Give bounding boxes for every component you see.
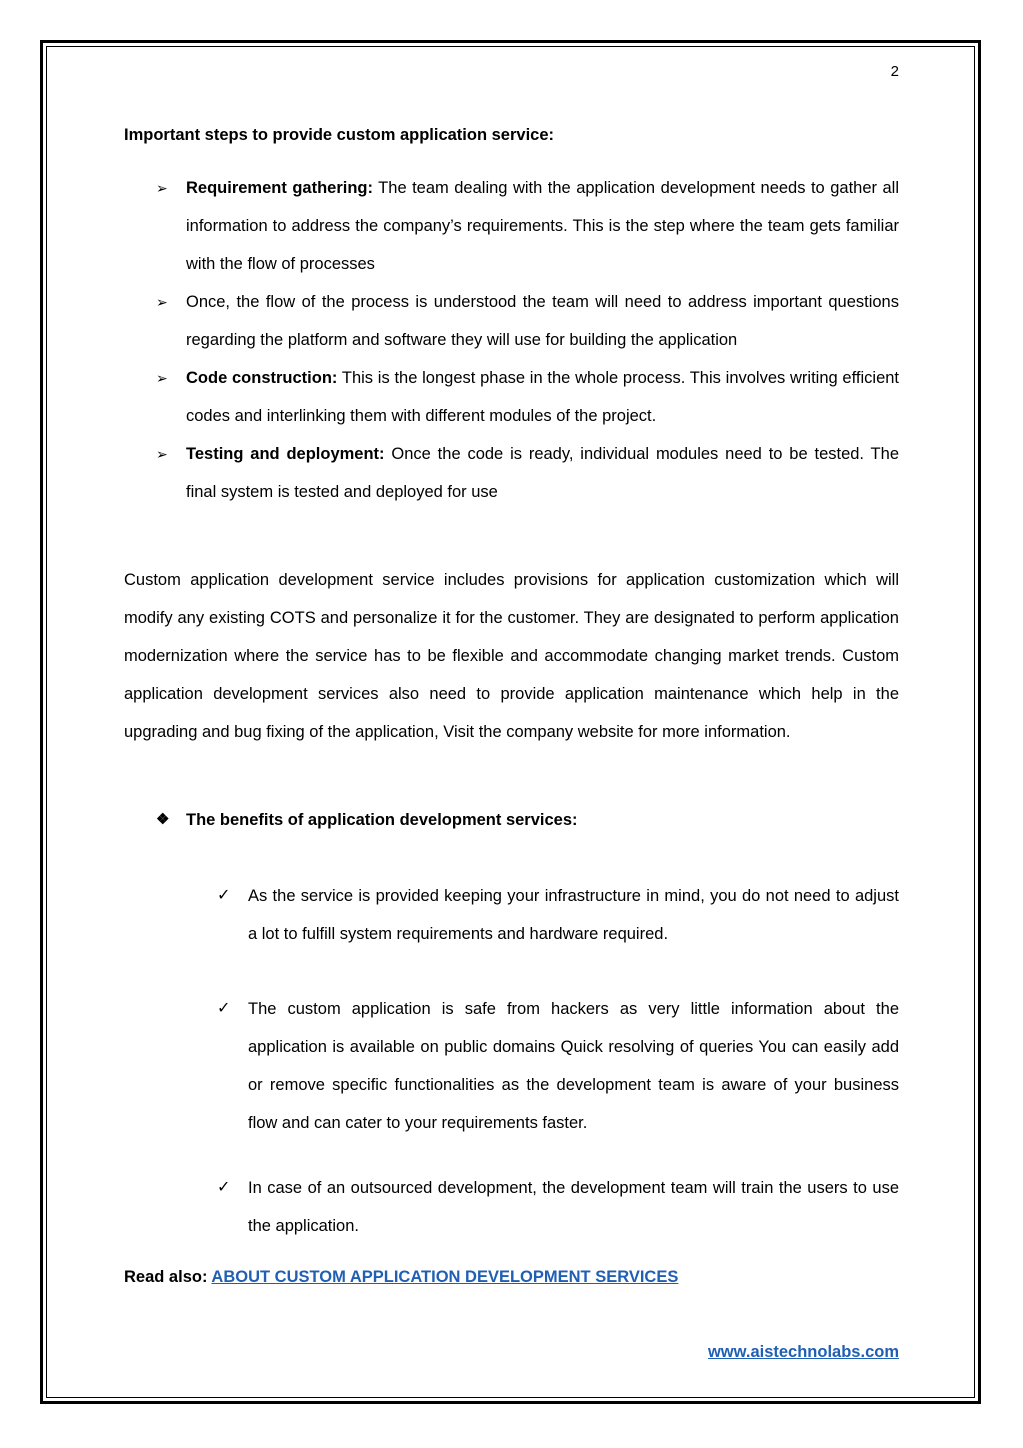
- read-also-label: Read also:: [124, 1268, 212, 1286]
- body-paragraph: [124, 561, 899, 751]
- benefit-text: The custom application is safe from hackers as very little information about the application is available on public domains Quick resolving of queries You can easily add or remove specific functionalities as the development team is aware of your business flow and can cater to your requirements faster.: [248, 1000, 899, 1132]
- list-item: [124, 169, 899, 283]
- diamond-bullet-icon: ❖: [156, 811, 170, 828]
- steps-list: [124, 169, 899, 511]
- read-also: [124, 1258, 678, 1296]
- checkmark-icon: ✓: [217, 1179, 231, 1196]
- list-item: [186, 877, 899, 953]
- page-number: 2: [890, 63, 899, 80]
- step-title: Code construction:: [186, 369, 338, 387]
- step-body: The team dealing with the application development needs to gather all information to address the company’s requirements. This is the step where the team gets familiar with the flow of processes: [186, 179, 899, 273]
- read-also-link[interactable]: ABOUT CUSTOM APPLICATION DEVELOPMENT SERVICES: [211, 1268, 679, 1286]
- step-title: Requirement gathering:: [186, 179, 373, 197]
- list-item: [124, 435, 899, 511]
- benefits-heading: [124, 801, 578, 839]
- section-heading: Important steps to provide custom application service:: [124, 126, 555, 144]
- step-text: [186, 283, 899, 359]
- arrow-bullet-icon: ➢: [156, 294, 168, 310]
- benefit-text: As the service is provided keeping your infrastructure in mind, you do not need to adjust a lot to fulfill system requirements and hardware required.: [248, 887, 899, 943]
- step-body: This is the longest phase in the whole process. This involves writing efficient codes and interlinking them with different modules of the project.: [186, 369, 900, 425]
- arrow-bullet-icon: ➢: [156, 180, 168, 196]
- list-item: [186, 1169, 899, 1245]
- step-title: Testing and deployment:: [186, 445, 385, 463]
- checkmark-icon: ✓: [217, 887, 231, 904]
- benefits-heading-text: The benefits of application development services:: [186, 811, 578, 829]
- arrow-bullet-icon: ➢: [156, 370, 168, 386]
- list-item: [124, 283, 899, 359]
- benefit-text: In case of an outsourced development, the development team will train the users to use the application.: [248, 1179, 899, 1235]
- arrow-bullet-icon: ➢: [156, 446, 168, 462]
- paragraph-text: Custom application development service includes provisions for application customization which will modify any existing COTS and personalize it for the customer. They are designated to perform application modernization where the service has to be flexible and accommodate changing market trends. Custom application development services also need to provide application maintenance which help in the upgrading and bug fixing of the application, Visit the company website for more information.: [124, 571, 899, 741]
- step-text: [186, 169, 899, 283]
- list-item: [124, 359, 899, 435]
- footer-website-link[interactable]: www.aistechnolabs.com: [707, 1343, 899, 1361]
- step-body: Once, the flow of the process is understood the team will need to address important questions regarding the platform and software they will use for building the application: [186, 293, 899, 349]
- checkmark-icon: ✓: [217, 1000, 231, 1017]
- step-body: Once the code is ready, individual modules need to be tested. The final system is tested and deployed for use: [186, 445, 899, 501]
- step-text: [186, 435, 899, 511]
- list-item: [186, 990, 899, 1142]
- step-text: [186, 359, 899, 435]
